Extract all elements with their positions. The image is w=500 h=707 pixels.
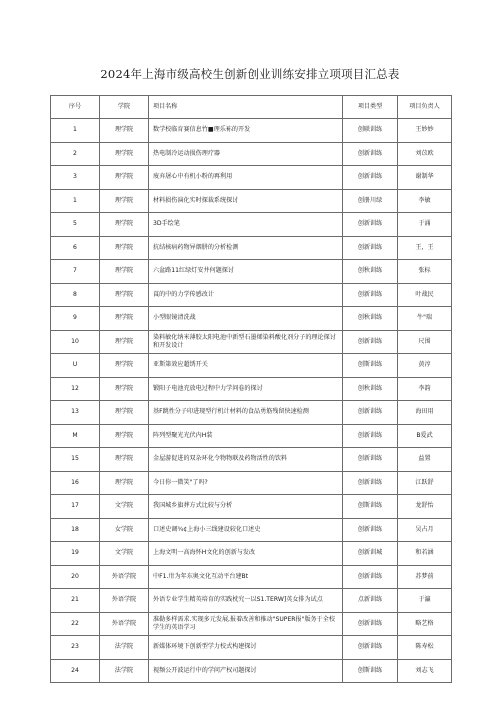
cell-index: 19 (51, 542, 100, 566)
cell-project-name: 基F跳性分子印进现型行机计材料的食品勇筋残留快速检测 (149, 401, 343, 425)
cell-leader: 刘苡欧 (398, 142, 452, 166)
table-row (51, 260, 452, 284)
cell-index: 20 (51, 565, 100, 589)
cell-leader: 黄淳 (398, 354, 452, 378)
cell-project-type: 创新训练 (343, 471, 398, 495)
cell-college: 外语学院 (100, 589, 149, 613)
cell-leader: 刘志飞 (398, 659, 452, 683)
table-row (51, 424, 452, 448)
cell-project-name: 材料损伤演化实时探裁系统探讨 (149, 189, 343, 213)
cell-index: 6 (51, 236, 100, 260)
table-row (51, 166, 452, 190)
cell-project-name: 莨的中的力学传感改计 (149, 283, 343, 307)
cell-leader: 海田用 (398, 401, 452, 425)
cell-project-type: 创新训练 (343, 424, 398, 448)
cell-leader: 李敏 (398, 189, 452, 213)
cell-college: 文学院 (100, 542, 149, 566)
table-row (51, 565, 452, 589)
cell-project-type: 创新训练 (343, 236, 398, 260)
header-index: 序号 (51, 96, 100, 119)
cell-project-name: 新媒体环境下创新型学力校式构建探讨 (149, 636, 343, 660)
cell-college: 理学院 (100, 236, 149, 260)
table-row (51, 518, 452, 542)
cell-leader: 吴占月 (398, 518, 452, 542)
cell-index: 1 (51, 189, 100, 213)
cell-college: 理学院 (100, 142, 149, 166)
cell-project-type: 创秋训练 (343, 307, 398, 331)
project-table (50, 95, 452, 683)
cell-college: 理学院 (100, 307, 149, 331)
table-row (51, 236, 452, 260)
table-row (51, 401, 452, 425)
cell-college: 理学院 (100, 448, 149, 472)
cell-index: 12 (51, 377, 100, 401)
cell-college: 法学院 (100, 636, 149, 660)
header-project-name: 项目名称 (149, 96, 343, 119)
cell-index: 2 (51, 142, 100, 166)
cell-leader: 叶战民 (398, 283, 452, 307)
cell-project-name: 上海文明一高海怀H文化的创新与发改 (149, 542, 343, 566)
table-row (51, 589, 452, 613)
cell-college: 理学院 (100, 213, 149, 237)
cell-college: 理学院 (100, 283, 149, 307)
cell-leader: 陈寿松 (398, 636, 452, 660)
cell-college: 法学院 (100, 659, 149, 683)
table-row (51, 542, 452, 566)
cell-leader: 张标 (398, 260, 452, 284)
header-leader: 项目负责人 (398, 96, 452, 119)
cell-project-type: 创新训练 (343, 565, 398, 589)
table-row (51, 307, 452, 331)
cell-project-name: 视频公开波运行中的学问产权司题探讨 (149, 659, 343, 683)
cell-project-type: 创新训练 (343, 166, 398, 190)
header-row (51, 96, 452, 119)
header-college: 学院 (100, 96, 149, 119)
cell-project-type: 创秋训练 (343, 377, 398, 401)
table-row (51, 471, 452, 495)
table-row (51, 448, 452, 472)
cell-project-name: 3D手绘笔 (149, 213, 343, 237)
table-row (51, 213, 452, 237)
cell-project-name: 我国城乡旗葬方式比较与分析 (149, 495, 343, 519)
cell-index: 8 (51, 283, 100, 307)
cell-leader: 龙舒怡 (398, 495, 452, 519)
cell-project-name: 亚斯第效应超绣开关 (149, 354, 343, 378)
cell-college: 外语学院 (100, 612, 149, 636)
cell-index: 9 (51, 307, 100, 331)
cell-project-name: 中F1.卅为年东奥文化互动平台建Bt (149, 565, 343, 589)
cell-index: 18 (51, 518, 100, 542)
cell-project-name: 金屋游促进的双杂环化令物物联及药物活性的饮料 (149, 448, 343, 472)
cell-leader: B爱武 (398, 424, 452, 448)
cell-index: 10 (51, 330, 100, 354)
cell-index: 24 (51, 659, 100, 683)
cell-project-name: 抗结核病药物异烟肼的分析检测 (149, 236, 343, 260)
table-row (51, 189, 452, 213)
cell-project-type: 创斯训练 (343, 659, 398, 683)
cell-index: 3 (51, 166, 100, 190)
cell-college: 理学院 (100, 189, 149, 213)
table-row (51, 659, 452, 683)
cell-project-type: 创新训练 (343, 213, 398, 237)
cell-index: 17 (51, 495, 100, 519)
cell-project-name: 锻阳子电池充放电过程中力学问卷的探讨 (149, 377, 343, 401)
cell-project-type: 创新训城 (343, 542, 398, 566)
table-row (51, 119, 452, 143)
cell-project-type: 点新训练 (343, 589, 398, 613)
cell-leader: 谢制华 (398, 166, 452, 190)
cell-project-name: 准勒多样需求.实现多元发展,报着改善和推动"SUPER报"版务于全校学生的英语学习 (149, 612, 343, 636)
table-row (51, 283, 452, 307)
cell-index: 5 (51, 213, 100, 237)
cell-project-type: 创秋训练 (343, 260, 398, 284)
table-row (51, 495, 452, 519)
cell-leader: 王，王 (398, 236, 452, 260)
cell-college: 理学院 (100, 119, 149, 143)
cell-leader: 和若涵 (398, 542, 452, 566)
cell-college: 理学院 (100, 471, 149, 495)
cell-project-name: 废弃屠心中有机小粉的再利用 (149, 166, 343, 190)
cell-college: 理学院 (100, 330, 149, 354)
cell-leader: 略艺格 (398, 612, 452, 636)
cell-index: 21 (51, 589, 100, 613)
cell-project-type: 创新训练 (343, 448, 398, 472)
cell-college: 理学院 (100, 377, 149, 401)
cell-college: 女学院 (100, 518, 149, 542)
cell-college: 理学院 (100, 354, 149, 378)
cell-index: 22 (51, 612, 100, 636)
cell-project-type: 创新训练 (343, 636, 398, 660)
cell-leader: 牛"瑞 (398, 307, 452, 331)
cell-leader: 尺围 (398, 330, 452, 354)
cell-project-type: 创新训练 (343, 518, 398, 542)
table-row (51, 636, 452, 660)
cell-leader: 苏梦前 (398, 565, 452, 589)
cell-project-name: 热电制冷运动损伤理疗器 (149, 142, 343, 166)
table-row (51, 330, 452, 354)
cell-project-type: 创新训练 (343, 142, 398, 166)
cell-project-type: 创斯训练 (343, 495, 398, 519)
page-title: 2024年上海市级高校生创新创业训练安排立项项目汇总表 (100, 67, 400, 81)
cell-project-type: 创新训练 (343, 283, 398, 307)
cell-project-name: 外语专业学生精英培育的实践枕究一以S1.TERW]英女排为试点 (149, 589, 343, 613)
cell-college: 理学院 (100, 424, 149, 448)
cell-project-type: 创册川绿 (343, 189, 398, 213)
cell-index: 7 (51, 260, 100, 284)
cell-index: 1 (51, 119, 100, 143)
cell-project-type: 创新训练 (343, 612, 398, 636)
cell-index: U (51, 354, 100, 378)
cell-project-name: 阵列型聚光光伏内H装 (149, 424, 343, 448)
table-row (51, 354, 452, 378)
cell-leader: 江跃舒 (398, 471, 452, 495)
cell-project-type: 创新训练 (343, 330, 398, 354)
cell-leader: 于涌 (398, 213, 452, 237)
cell-leader: 李韵 (398, 377, 452, 401)
cell-college: 理学院 (100, 260, 149, 284)
cell-project-name: 染料敏化纳米薄胶太阳电池中新型石墨烯染料酸化剂分子的理论探讨和开发设计 (149, 330, 343, 354)
table-row (51, 377, 452, 401)
table-row (51, 612, 452, 636)
cell-college: 外语学院 (100, 565, 149, 589)
table-row (51, 142, 452, 166)
cell-college: 理学院 (100, 166, 149, 190)
cell-index: 13 (51, 401, 100, 425)
cell-college: 理学院 (100, 401, 149, 425)
cell-project-type: 创新训练 (343, 401, 398, 425)
cell-college: 文学院 (100, 495, 149, 519)
cell-index: 16 (51, 471, 100, 495)
cell-project-name: 数学校临育赛信息竹■理乐袮的开发 (149, 119, 343, 143)
cell-project-name: 小型眼镜清洗战 (149, 307, 343, 331)
cell-project-name: 今日你一微笑"了吗? (149, 471, 343, 495)
cell-project-type: 创斯训练 (343, 354, 398, 378)
cell-leader: 王妙妙 (398, 119, 452, 143)
cell-project-type: 创联训练 (343, 119, 398, 143)
cell-project-name: 口述史调¾¢上海小三线建设较化口述史 (149, 518, 343, 542)
header-project-type: 项目类型 (343, 96, 398, 119)
cell-index: 15 (51, 448, 100, 472)
cell-index: 23 (51, 636, 100, 660)
cell-project-name: 六盆路11红绿灯安井何题探讨 (149, 260, 343, 284)
cell-leader: 益置 (398, 448, 452, 472)
cell-leader: 于瀛 (398, 589, 452, 613)
cell-index: M (51, 424, 100, 448)
